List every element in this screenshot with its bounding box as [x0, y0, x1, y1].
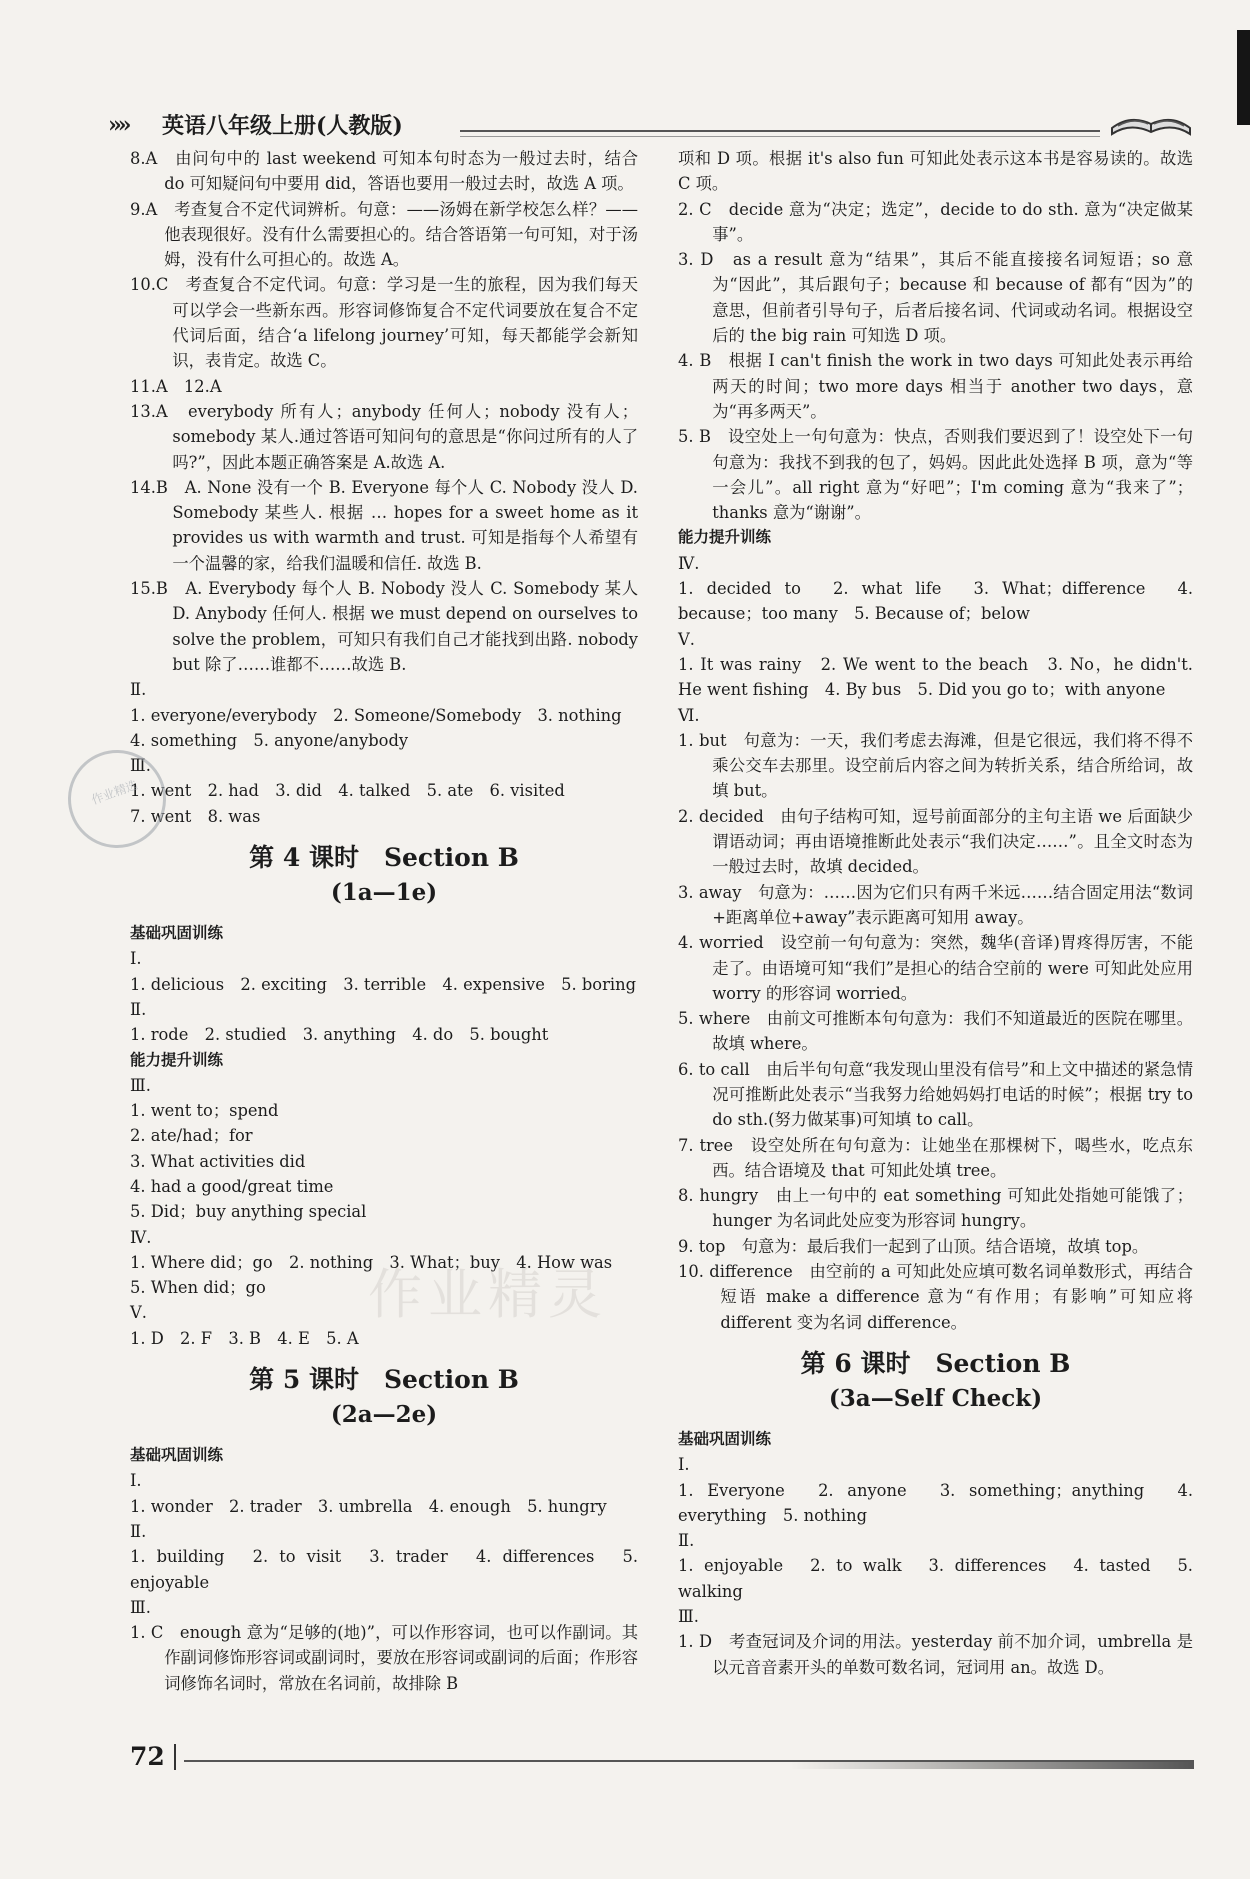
answer-line: 项和 D 项。根据 it's also fun 可知此处表示这本书是容易读的。故选 C 项。 — [678, 149, 1193, 194]
lesson6-subtitle: (3a—Self Check) — [828, 1384, 1043, 1412]
answer-line: Ⅱ. — [130, 680, 147, 700]
answer-line: 3. away 句意为：……因为它们只有两千米远……结合固定用法“数词+距离单位+away”表示距离可知用 away。 — [678, 882, 1193, 927]
answer-line: Ⅳ. — [678, 553, 700, 573]
answer-line: 9. top 句意为：最后我们一起到了山顶。结合语境，故填 top。 — [678, 1236, 1149, 1256]
answer-line: 4. B 根据 I can't finish the work in two days 可知此处表示再给两天的时间；two more days 相当于 another two days，意为“再多两天”。 — [678, 351, 1193, 421]
lesson6-title: 第 6 课时 Section B — [800, 1348, 1071, 1378]
answers-lesson5-continued — [678, 146, 1193, 1335]
answer-line: 3. D as a result 意为“结果”，其后不能直接接名词短语；so 意为“因此”，其后跟句子；because 和 because of 都有“因为”的意思，但前者引导句子，后者后接名词、代词或动名词。根据设空后的 the big rain 可知选 D 项。 — [678, 250, 1193, 346]
answer-line: 4. had a good/great time — [130, 1176, 334, 1196]
page-footer — [130, 1742, 1194, 1772]
section-heading: 基础巩固训练 — [678, 1429, 772, 1448]
answer-line: 2. C decide 意为“决定；选定”，decide to do sth. 意为“决定做某事”。 — [678, 199, 1193, 244]
answers-lesson6 — [678, 1427, 1193, 1680]
answer-line: Ⅵ. — [678, 705, 700, 725]
answer-line: 1. enjoyable 2. to walk 3. differences 4. tasted 5. walking — [678, 1556, 1193, 1601]
answer-line: 13.A everybody 所有人；anybody 任何人；nobody 没有人；somebody 某人.通过答语可知问句的意思是“你问过所有的人了吗?”，因此本题正确答案是 A.故选 A. — [130, 401, 638, 472]
answer-line: 7. went 8. was — [130, 806, 261, 826]
answer-line: 1. went 2. had 3. did 4. talked 5. ate 6. visited — [130, 781, 565, 801]
answer-line: 1. went to；spend — [130, 1101, 279, 1121]
answer-line: 1. decided to 2. what life 3. What；difference 4. because；too many 5. Because of；below — [678, 579, 1193, 624]
answer-line: 7. tree 设空处所在句句意为：让她坐在那棵树下，喝些水，吃点东西。结合语境及 that 可知此处填 tree。 — [678, 1135, 1193, 1180]
answer-line: Ⅰ. — [130, 1471, 142, 1491]
chevron-icon: »» — [108, 112, 128, 138]
answer-line: 6. to call 由后半句句意“我发现山里没有信号”和上文中描述的紧急情况可推断此处表示“当我努力给她妈妈打电话的时候”；根据 try to do sth.(努力做某事)可知填 to call。 — [678, 1059, 1193, 1130]
answer-line: Ⅲ. — [678, 1607, 699, 1627]
answer-line: Ⅲ. — [130, 756, 151, 776]
answer-line: Ⅲ. — [130, 1597, 151, 1617]
answer-line: 9.A 考查复合不定代词辨析。句意：——汤姆在新学校怎么样？——他表现很好。没有什么需要担心的。结合答语第一句可知，对于汤姆，没有什么可担心的。故选 A。 — [130, 199, 638, 270]
answer-line: 5. where 由前文可推断本句句意为：我们不知道最近的医院在哪里。故填 where。 — [678, 1009, 1193, 1054]
answers-lesson5 — [130, 1443, 638, 1696]
answer-line: 4. something 5. anyone/anybody — [130, 730, 409, 750]
answer-line: 1. building 2. to visit 3. trader 4. differences 5. enjoyable — [130, 1547, 638, 1592]
answer-line: 5. When did；go — [130, 1278, 266, 1298]
left-column — [130, 146, 638, 1696]
answer-line: 1. Where did；go 2. nothing 3. What；buy 4. How was — [130, 1252, 613, 1272]
answer-line: 5. Did；buy anything special — [130, 1202, 367, 1222]
answer-line: Ⅱ. — [678, 1531, 695, 1551]
answer-line: 1. It was rainy 2. We went to the beach 3. No，he didn't. He went fishing 4. By bus 5. Did you go to；with anyone — [678, 654, 1193, 700]
answer-line: 15.B A. Everybody 每个人 B. Nobody 没人 C. Somebody 某人 D. Anybody 任何人. 根据 we must depend on ourselves to solve the problem，可知只有我们自己才能找到出路. nobody but 除了……谁都不……故选 B. — [130, 579, 638, 674]
answers-lesson3-part — [130, 146, 638, 829]
answer-line: Ⅱ. — [130, 999, 147, 1019]
right-column — [678, 146, 1193, 1680]
answer-line: 14.B A. None 没有一个 B. Everyone 每个人 C. Nobody 没人 D. Somebody 某些人. 根据 … hopes for a sweet home as it provides us with warmth and trust. 可知是指每个人希望有一个温馨的家，给我们温暖和信任. 故选 B. — [130, 477, 638, 573]
answer-line: Ⅰ. — [678, 1455, 690, 1475]
lesson4-subtitle: (1a—1e) — [330, 879, 438, 907]
answer-line: 1. D 2. F 3. B 4. E 5. A — [130, 1328, 359, 1348]
lesson4-title: 第 4 课时 Section B — [249, 843, 519, 873]
answer-line: 2. ate/had；for — [130, 1126, 253, 1146]
page-edge-marker — [1237, 30, 1250, 125]
answer-line: 3. What activities did — [130, 1151, 306, 1171]
footer-rule — [184, 1760, 1194, 1769]
open-book-icon — [1108, 106, 1194, 140]
answer-line: 10.C 考查复合不定代词。句意：学习是一生的旅程，因为我们每天可以学会一些新东西。形容词修饰复合不定代词要放在复合不定代词后面，结合‘a lifelong journey’可知，每天都能学会新知识，表肯定。故选 C。 — [130, 275, 638, 371]
answer-line: Ⅳ. — [130, 1227, 152, 1247]
section-heading: 基础巩固训练 — [130, 1446, 224, 1465]
answer-line: 2. decided 由句子结构可知，逗号前面部分的主句主语 we 后面缺少谓语动词；再由语境推断此处表示“我们决定……”。且全文时态为一般过去时，故填 decided。 — [678, 806, 1193, 877]
answer-line: Ⅱ. — [130, 1521, 147, 1541]
answer-line: 1. but 句意为：一天，我们考虑去海滩，但是它很远，我们将不得不乘公交车去那里。设空前后内容之间为转折关系，结合所给词，故填 but。 — [678, 730, 1193, 801]
page-number: 72 — [130, 1742, 165, 1771]
answer-line: 1. everyone/everybody 2. Someone/Somebody 3. nothing — [130, 705, 622, 725]
answer-line: 8. hungry 由上一句中的 eat something 可知此处指她可能饿了；hunger 为名词此处应变为形容词 hungry。 — [678, 1186, 1193, 1231]
watermark-stamp: 作业精选 — [54, 736, 180, 862]
section-heading: 能力提升训练 — [678, 528, 772, 547]
answer-line: Ⅴ. — [678, 629, 695, 649]
answer-line: Ⅲ. — [130, 1075, 151, 1095]
section-heading: 基础巩固训练 — [130, 924, 224, 943]
answer-line: 1. D 考查冠词及介词的用法。yesterday 前不加介词，umbrella 是以元音音素开头的单数可数名词，冠词用 an。故选 D。 — [678, 1632, 1193, 1677]
answer-line: 1. Everyone 2. anyone 3. something；anything 4. everything 5. nothing — [678, 1480, 1193, 1525]
lesson5-subtitle: (2a—2e) — [330, 1401, 438, 1429]
answer-line: 10. difference 由空前的 a 可知此处应填可数名词单数形式，再结合短语 make a difference 意为“有作用；有影响”可知应将 different 变为名词 difference。 — [678, 1262, 1193, 1332]
answer-line: 1. wonder 2. trader 3. umbrella 4. enough 5. hungry — [130, 1496, 607, 1516]
answer-line: 4. worried 设空前一句句意为：突然，魏华(音译)胃疼得厉害，不能走了。由语境可知“我们”是担心的结合空前的 were 可知此处应用 worry 的形容词 worried。 — [678, 933, 1193, 1003]
header-rule — [460, 130, 1100, 137]
answer-line: Ⅴ. — [130, 1303, 147, 1323]
footer-divider — [174, 1744, 176, 1770]
section-heading: 能力提升训练 — [130, 1050, 224, 1069]
answer-line: 1. rode 2. studied 3. anything 4. do 5. bought — [130, 1025, 549, 1045]
answer-line: 5. B 设空处上一句句意为：快点，否则我们要迟到了！设空处下一句句意为：我找不到我的包了，妈妈。因此此处选择 B 项，意为“等一会儿”。all right 意为“好吧”；I'm coming 意为“我来了”；thanks 意为“谢谢”。 — [678, 427, 1193, 523]
watermark-text: 作业精灵 — [368, 1263, 608, 1326]
lesson5-title: 第 5 课时 Section B — [249, 1365, 519, 1395]
answer-line: 1. C enough 意为“足够的(地)”，可以作形容词，也可以作副词。其作副词修饰形容词或副词时，要放在形容词或副词的后面；作形容词修饰名词时，常放在名词前，故排除 B — [130, 1623, 638, 1693]
answer-line: 8.A 由问句中的 last weekend 可知本句时态为一般过去时，结合 do 可知疑问句中要用 did，答语也要用一般过去时，故选 A 项。 — [130, 149, 638, 194]
page-header — [108, 106, 1194, 144]
answer-line: 11.A 12.A — [130, 376, 222, 396]
answer-line: 1. delicious 2. exciting 3. terrible 4. expensive 5. boring — [130, 974, 637, 994]
book-title: 英语八年级上册(人教版) — [162, 113, 403, 139]
answer-line: Ⅰ. — [130, 949, 142, 969]
